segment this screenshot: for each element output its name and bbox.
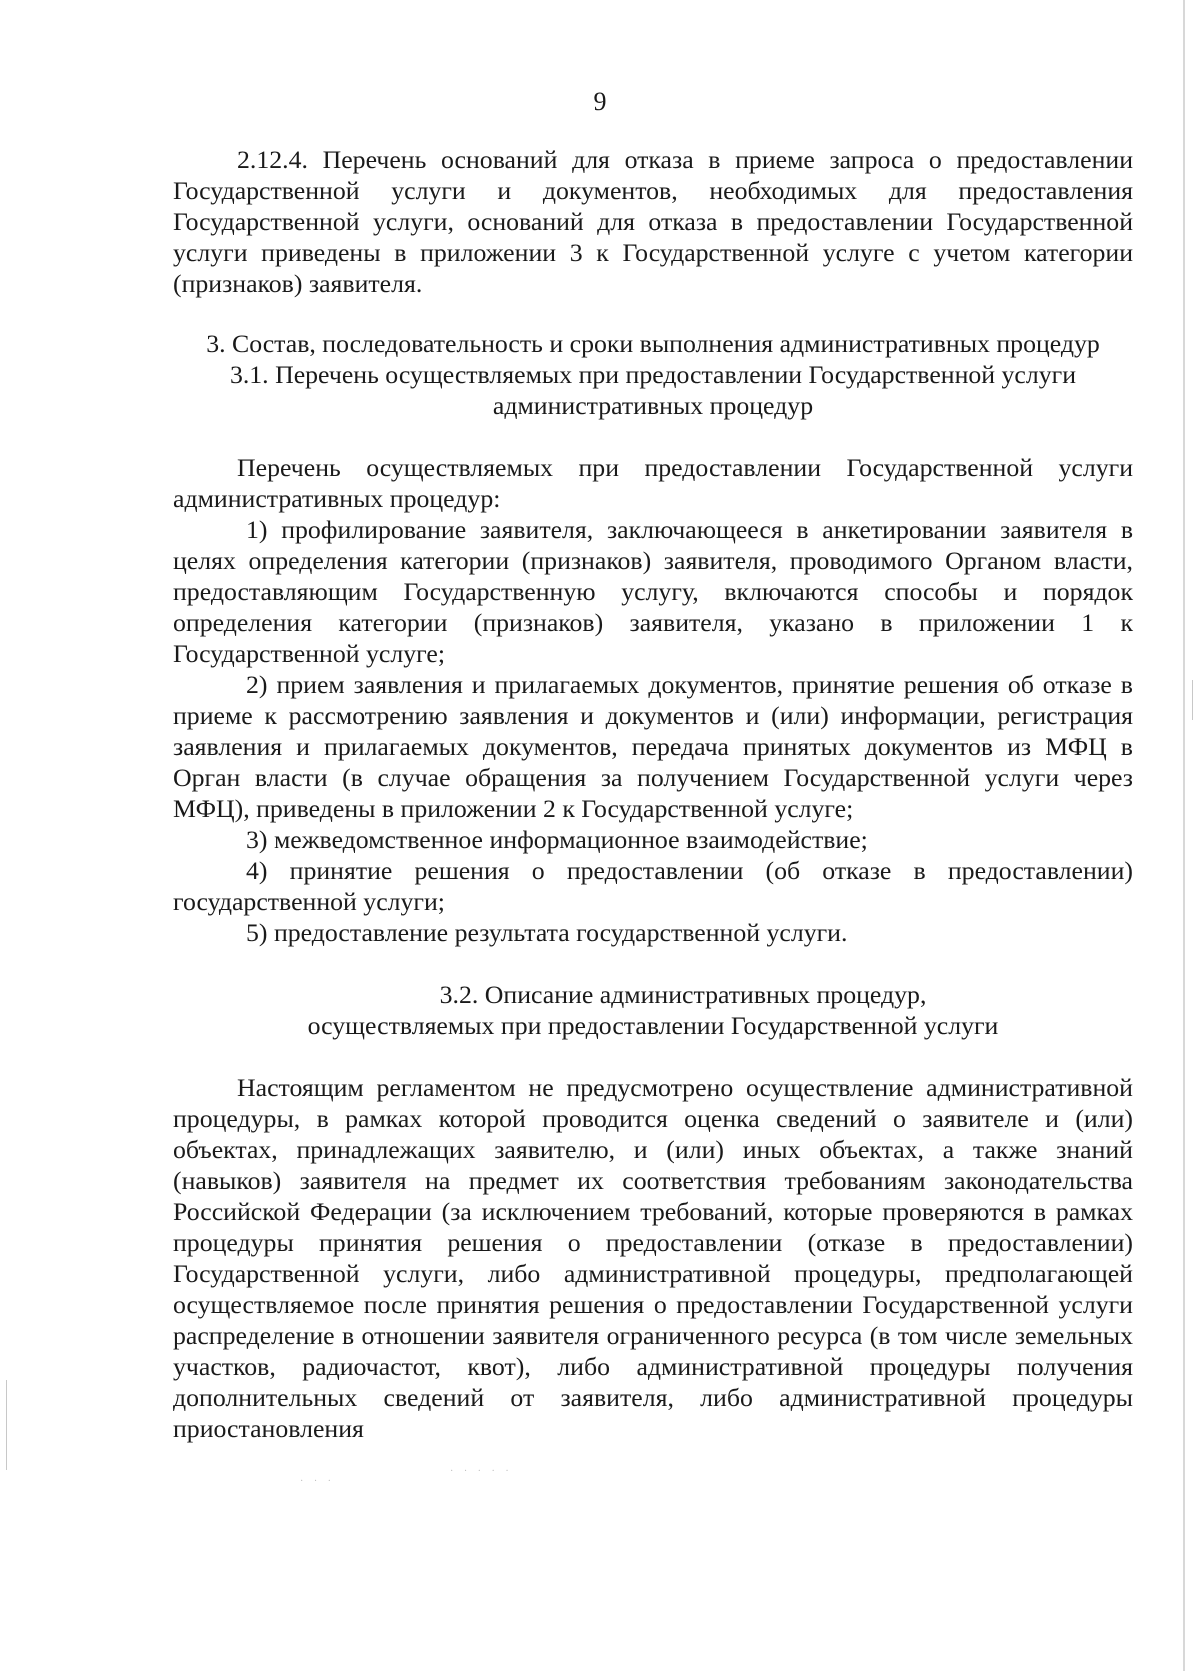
section-3-1-title-line1: 3.1. Перечень осуществляемых при предоставлении Государственной услуги [229, 360, 1077, 389]
scan-edge-line [1183, 0, 1185, 1671]
spacer [173, 948, 1133, 979]
list-item: 1) профилирование заявителя, заключающееся в анкетировании заявителя в целях определения категории (признаков) заявителя, проводимого Органом власти, предоставляющим Государственную услугу, включаются способы и порядок определения категории (признаков) заявителя, указано в приложении 1 к Государственной услуге; [173, 515, 1133, 668]
section-3-1-title-line2: административных процедур [492, 391, 814, 420]
list-item: 3) межведомственное информационное взаимодействие; [246, 825, 868, 854]
list-item: 4) принятие решения о предоставлении (об отказе в предоставлении) государственной услуги; [173, 856, 1133, 916]
section-3-2-body: Настоящим регламентом не предусмотрено осуществление административной процедуры, в рамках которой проводится оценка сведений о заявителе и (или) объектах, принадлежащих заявителю, и (или) иных объектах, а также знаний (навыков) заявителя на предмет их соответствия требованиям законодательства Российской Федерации (за исключением требований, которые проверяются в рамках процедуры принятия решения о предоставлении (отказе в предоставлении) Государственной услуги, либо административной процедуры, предполагающей осуществляемое после принятия решения о предоставлении Государственной услуги распределение в отношении заявителя ограниченного ресурса (в том числе земельных участков, радиочастот, квот), либо административной процедуры получения дополнительных сведений от заявителя, либо административной процедуры приостановления [173, 1073, 1133, 1443]
scan-artifact-line [1192, 680, 1193, 720]
list-item: 2) прием заявления и прилагаемых документов, принятие решения об отказе в приеме к рассмотрению заявления и документов и (или) информации, регистрация заявления и прилагаемых документов, передача принятых документов из МФЦ в Орган власти (в случае обращения за получением Государственной услуги через МФЦ), приведены в приложении 2 к Государственной услуге; [173, 670, 1133, 823]
page-number: 9 [593, 87, 607, 116]
section-3-2-title-line2: осуществляемых при предоставлении Государственной услуги [307, 1011, 999, 1040]
spacer [173, 421, 1133, 452]
section-3-title: 3. Состав, последовательность и сроки выполнения административных процедур [206, 329, 1100, 358]
document-body [173, 144, 1133, 1444]
procedures-intro: Перечень осуществляемых при предоставлении Государственной услуги административных процедур: [173, 453, 1133, 513]
list-item: 5) предоставление результата государственной услуги. [246, 918, 848, 947]
scan-artifact-line [6, 1380, 7, 1470]
scan-artifact-dots: · · · [300, 1476, 335, 1487]
scan-artifact-dots: · · · · · [450, 1466, 513, 1477]
section-3-2-title-line1: 3.2. Описание административных процедур, [439, 980, 927, 1009]
paragraph-2-12-4: 2.12.4. Перечень оснований для отказа в приеме запроса о предоставлении Государственной услуги и документов, необходимых для предоставления Государственной услуги, оснований для отказа в предоставлении Государственной услуги приведены в приложении 3 к Государственной услуге с учетом категории (признаков) заявителя. [173, 145, 1133, 298]
spacer [173, 299, 1133, 330]
spacer [173, 1041, 1133, 1072]
